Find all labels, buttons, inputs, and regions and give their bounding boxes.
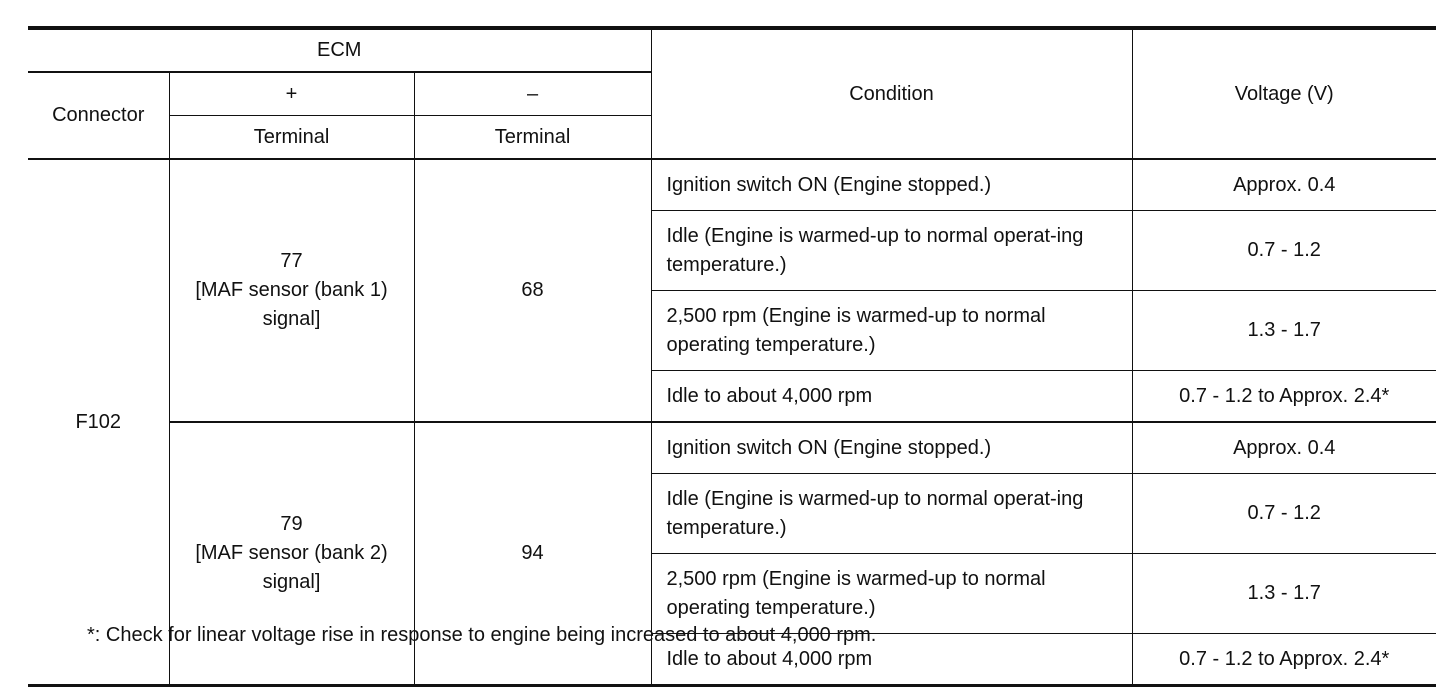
plus-terminal-description: [MAF sensor (bank 2) xyxy=(195,542,388,564)
minus-header: – xyxy=(414,72,651,116)
footnote: *: Check for linear voltage rise in response to engine being increased to about 4,000 rpm. xyxy=(87,624,877,646)
voltage-cell: Approx. 0.4 xyxy=(1132,159,1436,211)
plus-header: + xyxy=(169,72,414,116)
voltage-cell: 0.7 - 1.2 xyxy=(1132,211,1436,291)
condition-cell: Idle (Engine is warmed-up to normal operat-ing temperature.) xyxy=(651,211,1132,291)
connector-cell: F102 xyxy=(28,159,169,686)
minus-terminal-cell: 94 xyxy=(414,422,651,686)
minus-terminal-header: Terminal xyxy=(414,116,651,160)
ecm-terminal-voltage-table xyxy=(28,26,1436,687)
voltage-cell: 0.7 - 1.2 xyxy=(1132,474,1436,554)
minus-terminal-cell: 68 xyxy=(414,159,651,422)
condition-header: Condition xyxy=(651,28,1132,159)
condition-cell: Ignition switch ON (Engine stopped.) xyxy=(651,422,1132,474)
voltage-cell: 1.3 - 1.7 xyxy=(1132,554,1436,634)
condition-cell: Ignition switch ON (Engine stopped.) xyxy=(651,159,1132,211)
plus-terminal-number: 77 xyxy=(280,250,303,272)
plus-terminal-description: signal] xyxy=(262,308,321,330)
condition-cell: Idle (Engine is warmed-up to normal operat-ing temperature.) xyxy=(651,474,1132,554)
condition-cell: Idle to about 4,000 rpm xyxy=(651,634,1132,686)
condition-cell: Idle to about 4,000 rpm xyxy=(651,371,1132,423)
connector-header: Connector xyxy=(28,72,169,159)
plus-terminal-header: Terminal xyxy=(169,116,414,160)
plus-terminal-description: [MAF sensor (bank 1) xyxy=(195,279,388,301)
ecm-header: ECM xyxy=(28,28,651,72)
condition-cell: 2,500 rpm (Engine is warmed-up to normal operating temperature.) xyxy=(651,554,1132,634)
condition-cell: 2,500 rpm (Engine is warmed-up to normal operating temperature.) xyxy=(651,291,1132,371)
voltage-cell: 0.7 - 1.2 to Approx. 2.4* xyxy=(1132,634,1436,686)
plus-terminal-description: signal] xyxy=(262,571,321,593)
voltage-cell: 1.3 - 1.7 xyxy=(1132,291,1436,371)
plus-terminal-cell xyxy=(169,159,414,422)
plus-terminal-number: 79 xyxy=(280,513,303,535)
voltage-header: Voltage (V) xyxy=(1132,28,1436,159)
voltage-cell: Approx. 0.4 xyxy=(1132,422,1436,474)
voltage-cell: 0.7 - 1.2 to Approx. 2.4* xyxy=(1132,371,1436,423)
